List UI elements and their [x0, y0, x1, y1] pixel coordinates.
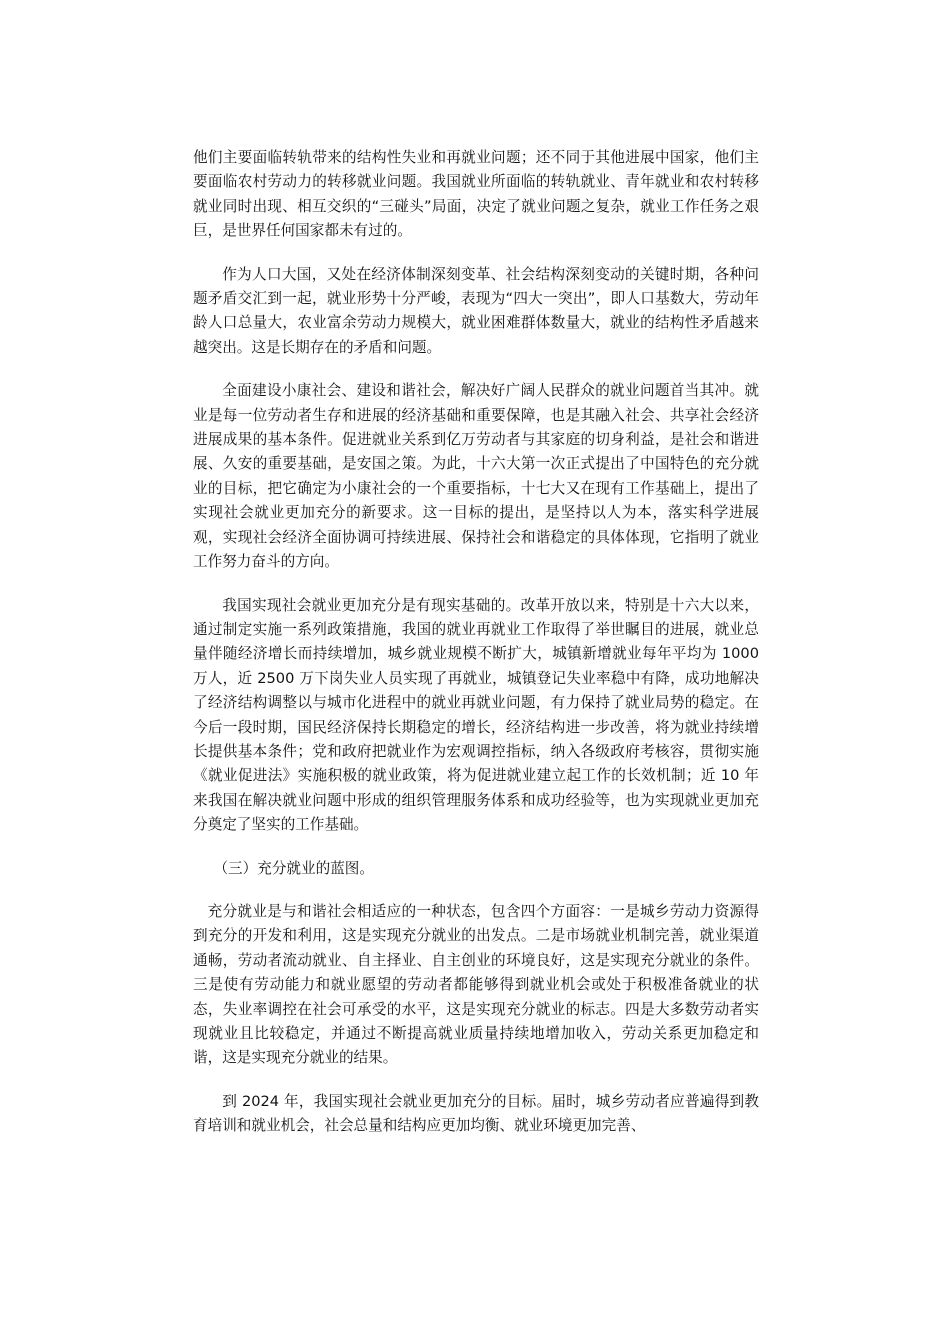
paragraph-5: 充分就业是与和谐社会相适应的一种状态，包含四个方面容：一是城乡劳动力资源得到充分的开发和利用，这是实现充分就业的出发点。二是市场就业机制完善，就业渠道通畅，劳动者流动就业、自主择业、自主创业的环境良好，这是实现充分就业的条件。三是使有劳动能力和就业愿望的劳动者都能够得到就业机会或处于积极准备就业的状态，失业率调控在社会可承受的水平，这是实现充分就业的标志。四是大多数劳动者实现就业且比较稳定，并通过不断提高就业质量持续地增加收入，劳动关系更加稳定和谐，这是实现充分就业的结果。 — [193, 902, 759, 1067]
paragraph-6: 到 2024 年，我国实现社会就业更加充分的目标。届时，城乡劳动者应普遍得到教育培训和就业机会，社会总量和结构应更加均衡、就业环境更加完善、 — [193, 1092, 759, 1135]
paragraph-2: 作为人口大国，又处在经济体制深刻变革、社会结构深刻变动的关键时期，各种问题矛盾交汇到一起，就业形势十分严峻，表现为“四大一突出”，即人口基数大，劳动年龄人口总量大，农业富余劳动力规模大，就业困难群体数量大，就业的结构性矛盾越来越突出。这是长期存在的矛盾和问题。 — [193, 265, 759, 356]
document-body — [193, 146, 759, 1158]
paragraph-1: 他们主要面临转轨带来的结构性失业和再就业问题；还不同于其他进展中国家，他们主要面临农村劳动力的转移就业问题。我国就业所面临的转轨就业、青年就业和农村转移就业同时出现、相互交织的“三碰头”局面，决定了就业问题之复杂，就业工作任务之艰巨，是世界任何国家都未有过的。 — [193, 149, 759, 240]
section-heading: （三）充分就业的蓝图。 — [213, 859, 374, 877]
paragraph-4: 我国实现社会就业更加充分是有现实基础的。改革开放以来，特别是十六大以来，通过制定实施一系列政策措施，我国的就业再就业工作取得了举世瞩目的进展，就业总量伴随经济增长而持续增加，城乡就业规模不断扩大，城镇新增就业每年平均为 1000 万人，近 2500 万下岗失业人员实现了再就业，城镇登记失业率稳中有降，成功地解决了经济结构调整以与城市化进程中的就业再就业问题，有力保持了就业局势的稳定。在今后一段时期，国民经济保持长期稳定的增长，经济结构进一步改善，将为就业持续增长提供基本条件；党和政府把就业作为宏观调控指标，纳入各级政府考核容，贯彻实施《就业促进法》实施积极的就业政策，将为促进就业建立起工作的长效机制；近 10 年来我国在解决就业问题中形成的组织管理服务体系和成功经验等，也为实现就业更加充分奠定了坚实的工作基础。 — [193, 596, 759, 834]
paragraph-3: 全面建设小康社会、建设和谐社会，解决好广阔人民群众的就业问题首当其冲。就业是每一位劳动者生存和进展的经济基础和重要保障，也是其融入社会、共享社会经济进展成果的基本条件。促进就业关系到亿万劳动者与其家庭的切身利益，是社会和谐进展、久安的重要基础，是安国之策。为此，十六大第一次正式提出了中国特色的充分就业的目标，把它确定为小康社会的一个重要指标，十七大又在现有工作基础上，提出了实现社会就业更加充分的新要求。这一目标的提出，是坚持以人为本，落实科学进展观，实现社会经济全面协调可持续进展、保持社会和谐稳定的具体体现，它指明了就业工作努力奋斗的方向。 — [193, 382, 759, 571]
